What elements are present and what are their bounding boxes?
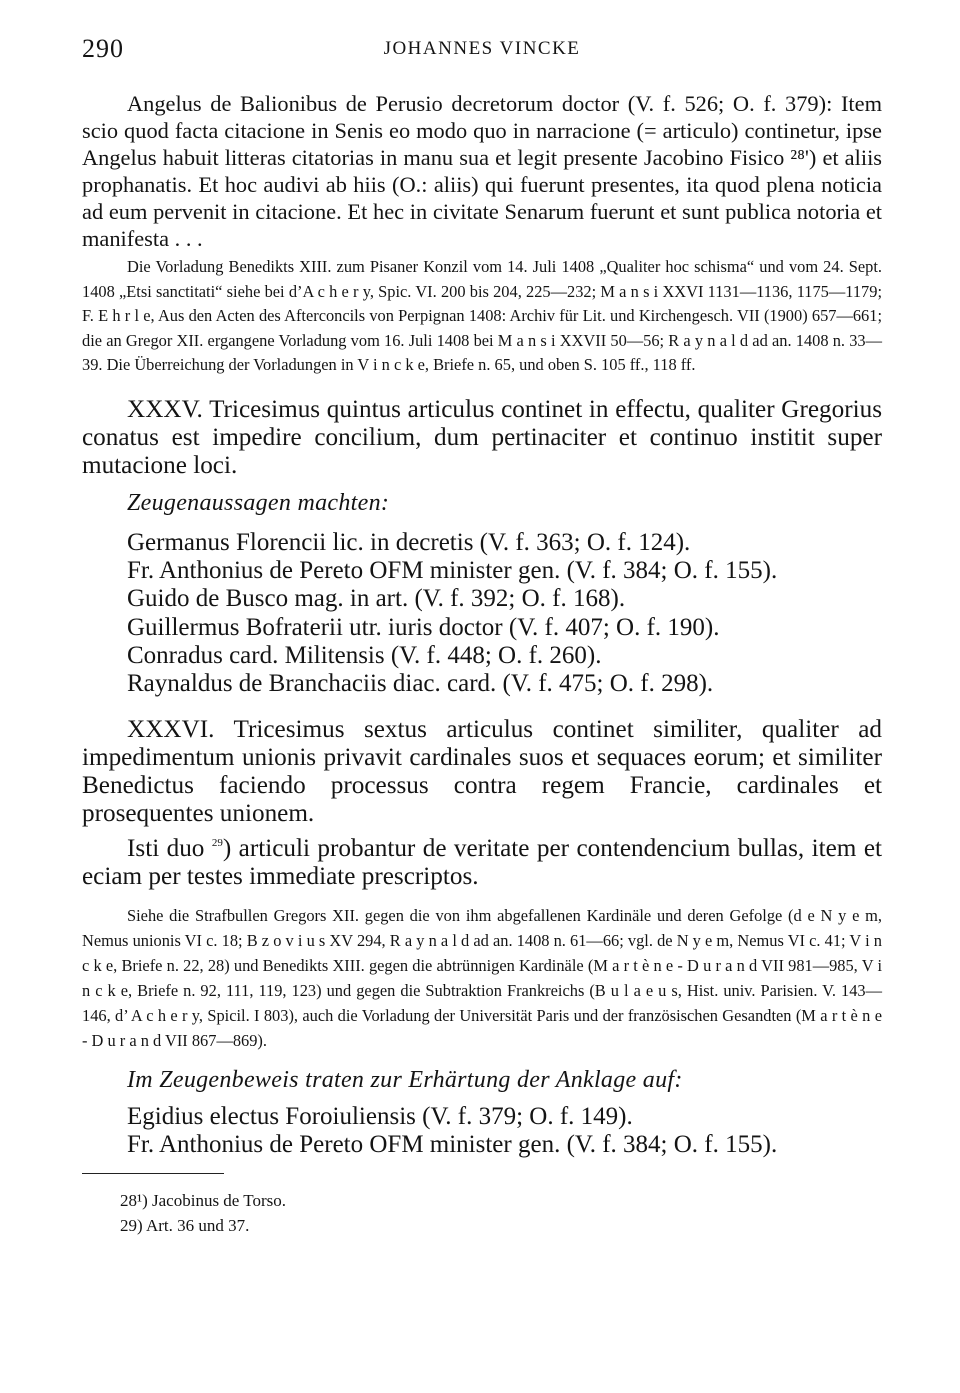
footnote: 29) Art. 36 und 37. xyxy=(120,1216,250,1236)
witness-item: Conradus card. Militensis (V. f. 448; O. f. 260). xyxy=(127,641,602,669)
commentary-note xyxy=(82,904,882,1053)
article-text: Tricesimus quintus articulus continet in effectu, qualiter Gregorius conatus est impedire concilium, dum pertinaciter et continuo institit super mutacione loci. xyxy=(82,395,883,479)
page-number: 290 xyxy=(82,34,124,63)
witness-item: Guillermus Bofraterii utr. iuris doctor (V. f. 407; O. f. 190). xyxy=(127,613,720,641)
article-35 xyxy=(82,396,882,480)
article-paragraph xyxy=(82,716,882,828)
running-head: JOHANNES VINCKE xyxy=(383,38,581,59)
article-number: XXXV. xyxy=(127,395,203,423)
witness-item: Fr. Anthonius de Pereto OFM minister gen. (V. f. 384; O. f. 155). xyxy=(127,1130,778,1158)
commentary-note xyxy=(82,255,882,378)
footnote-ref: 29 xyxy=(211,837,223,850)
footnote: 28¹) Jacobinus de Torso. xyxy=(120,1191,287,1211)
footnote-divider xyxy=(82,1173,224,1174)
article-36 xyxy=(82,716,882,828)
proof-text-start: Isti duo xyxy=(127,835,205,863)
note-paragraph: Siehe die Strafbullen Gregors XII. gegen die von ihm abgefallenen Kardinäle und deren Gefolge (d e N y e m, Nemus unionis VI c. 18; B z o v i u s XV 294, R a y n a l d ad an. 1408 n. 61—66; vgl. de N y e m, Nemus VI c. 41; V i n c k e, Briefe n. 22, 28) und Benedikts XIII. gegen die abtrünnigen Kardinäle (M a r t è n e - D u r a n d VII 981—985, V i n c k e, Briefe n. 92, 111, 119, 123) und gegen die Subtraktion Frankreichs (B u l a e u s, Hist. univ. Parisien. V. 143—146, d’ A c h e r y, Spicil. I 803), auch die Vorladung der Universität Paris und der französischen Gesandten (M a r t è n e - D u r a n d VII 867—869). xyxy=(82,906,882,1050)
witness-list xyxy=(127,529,882,698)
witness-quote xyxy=(82,90,882,252)
note-paragraph: Die Vorladung Benedikts XIII. zum Pisaner Konzil vom 14. Juli 1408 „Qualiter hoc schisma“ und vom 24. Sept. 1408 „Etsi sanctitati“ siehe bei d’A c h e r y, Spic. VI. 200 bis 204, 225—232; M a n s i XXVI 1131—1136, 1175—1179; F. E h r l e, Aus den Acten des Afterconcils von Perpignan 1408: Archiv für Lit. und Kirchengesch. VII (1900) 657—661; die an Gregor XII. ergangene Vorladung vom 16. Juli 1408 bei M a n s i XXVII 50—56; R a y n a l d ad an. 1408 n. 33—39. Die Überreichung der Vorladungen in V i n c k e, Briefe n. 65, und oben S. 105 ff., 118 ff. xyxy=(82,257,882,375)
witness-item: Egidius electus Foroiuliensis (V. f. 379; O. f. 149). xyxy=(127,1102,633,1130)
witness-item: Guido de Busco mag. in art. (V. f. 392; O. f. 168). xyxy=(127,585,626,613)
proof-text-end: ) articuli probantur de veritate per contendencium bullas, item et eciam per testes immediate prescriptos. xyxy=(82,835,882,891)
witnesses-heading: Zeugenaussagen machten: xyxy=(127,489,390,516)
article-number: XXXVI. xyxy=(127,716,215,744)
witness-item: Fr. Anthonius de Pereto OFM minister gen. (V. f. 384; O. f. 155). xyxy=(127,557,778,585)
proof-heading: Im Zeugenbeweis traten zur Erhärtung der Anklage auf: xyxy=(127,1066,683,1093)
witness-item: Germanus Florencii lic. in decretis (V. f. 363; O. f. 124). xyxy=(127,528,691,556)
page xyxy=(82,34,882,1238)
proof-paragraph xyxy=(82,835,882,891)
article-paragraph xyxy=(82,396,882,480)
page-header xyxy=(82,34,882,74)
proof-witness-list xyxy=(127,1103,882,1159)
quote-paragraph: Angelus de Balionibus de Perusio decretorum doctor (V. f. 526; O. f. 379): Item scio quod facta citacione in Senis eo modo quo in narracione (= articulo) continetur, ipse Angelus habuit litteras citatorias in manu sua et legit presente Jacobino Fisico ²⁸') et aliis prophanatis. Et hoc audivi ab hiis (O.: aliis) qui fuerunt presentes, ita quod plena noticia ad eum pervenit in citacione. Et hec in civitate Senarum fuerunt et sunt publica notoria et manifesta . . . xyxy=(82,91,882,251)
witness-item: Raynaldus de Branchaciis diac. card. (V. f. 475; O. f. 298). xyxy=(127,669,714,697)
footnotes xyxy=(120,1188,882,1238)
article-text: Tricesimus sextus articulus continet similiter, qualiter ad impedimentum unionis privavit cardinales suos et sequaces eorum; et similiter Benedictus faciendo processus contra regem Francie, cardinales et prosequentes unionem. xyxy=(82,716,883,828)
